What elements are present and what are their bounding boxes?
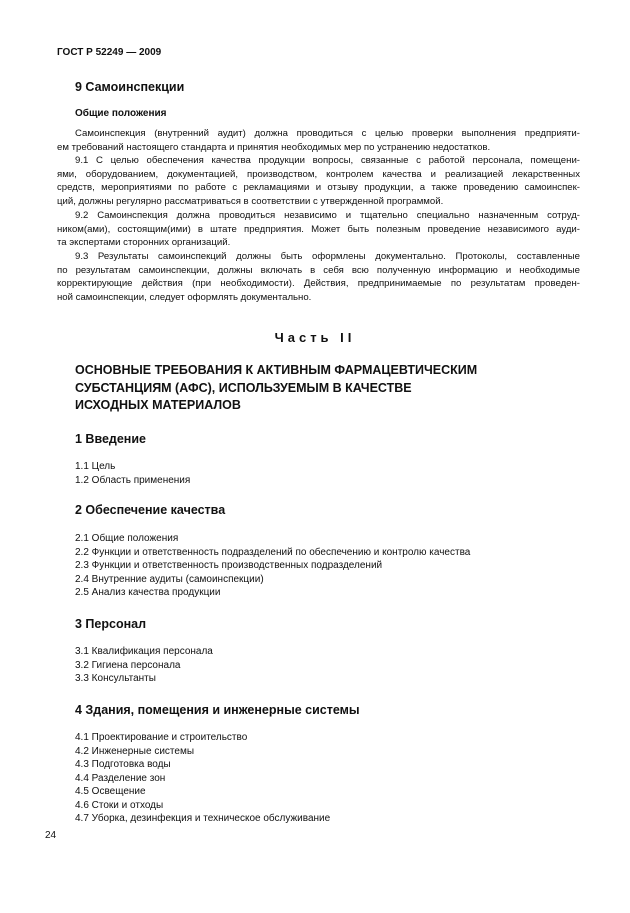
toc-item: 3.3 Консультанты — [75, 673, 156, 684]
section-9-subtitle: Общие положения — [75, 108, 167, 119]
toc-section-title: 4 Здания, помещения и инженерные системы — [75, 703, 360, 717]
part-label: Часть II — [274, 330, 356, 345]
paragraph-line: ником(ами), состоящим(ими) в штате предприятия. Может быть полезным проведение независимого ауди- — [57, 223, 580, 235]
paragraph-intro — [57, 127, 580, 154]
paragraph-line: по результатам самоинспекции, должны включать в себя всю полученную информацию и необходимые — [57, 264, 580, 276]
toc-item: 1.2 Область применения — [75, 474, 191, 486]
part-title-line: ИСХОДНЫХ МАТЕРИАЛОВ — [75, 398, 241, 412]
paragraph-line: 9.3 Результаты самоинспекций должны быть оформлены документально. Протоколы, составленные — [75, 251, 580, 262]
paragraph-line: 9.2 Самоинспекция должна проводиться независимо и тщательно специально назначенным сотруд- — [75, 210, 580, 221]
toc-item: 4.7 Уборка, дезинфекция и техническое обслуживание — [75, 813, 331, 824]
paragraph-line: та экспертами сторонних организаций. — [57, 237, 231, 249]
part-title-line: ОСНОВНЫЕ ТРЕБОВАНИЯ К АКТИВНЫМ ФАРМАЦЕВТИЧЕСКИМ — [75, 363, 478, 377]
toc-item-list — [75, 731, 330, 826]
toc-item: 2.5 Анализ качества продукции — [75, 587, 221, 598]
paragraph-line: средств, мероприятиями по работе с рекламациями и отзыву продукции, а также проведению самоинспек- — [57, 182, 580, 194]
toc-item: 4.1 Проектирование и строительство — [75, 732, 248, 743]
toc-item: 3.2 Гигиена персонала — [75, 659, 181, 671]
page-header: ГОСТ Р 52249 — 2009 — [57, 47, 162, 58]
paragraph-line: Самоинспекция (внутренний аудит) должна проводиться с целью проверки выполнения предприяти- — [75, 128, 580, 139]
paragraph-line: ями, оборудованием, документацией, производством, контролем качества и реализацией лекарственных — [57, 168, 580, 180]
toc-item: 2.4 Внутренние аудиты (самоинспекции) — [75, 573, 264, 585]
toc-item: 2.1 Общие положения — [75, 533, 179, 544]
toc-item: 3.1 Квалификация персонала — [75, 646, 213, 657]
toc-item-list — [75, 460, 190, 487]
part-title — [75, 362, 555, 415]
toc-item-list — [75, 532, 470, 600]
paragraph-9-2 — [57, 209, 580, 250]
paragraph-9-3 — [57, 250, 580, 305]
paragraph-line: ной самоинспекции, следует оформлять документально. — [57, 292, 312, 304]
part-title-line: СУБСТАНЦИЯМ (АФС), ИСПОЛЬЗУЕМЫМ В КАЧЕСТВЕ — [75, 380, 412, 395]
toc-section-title: 2 Обеспечение качества — [75, 503, 226, 517]
toc-item: 4.6 Стоки и отходы — [75, 799, 164, 811]
toc-item: 1.1 Цель — [75, 461, 116, 472]
toc-section-title: 1 Введение — [75, 432, 146, 446]
toc-section-title: 3 Персонал — [75, 617, 147, 631]
paragraph-line: 9.1 С целью обеспечения качества продукции вопросы, связанные с работой персонала, помещени- — [75, 155, 580, 166]
toc-item-list — [75, 645, 213, 686]
toc-item: 4.3 Подготовка воды — [75, 759, 171, 770]
paragraph-line: ем требований настоящего стандарта и принятия необходимых мер по устранению недостатков. — [57, 141, 491, 153]
paragraph-9-1 — [57, 154, 580, 209]
toc-item: 4.5 Освещение — [75, 786, 146, 797]
toc-item: 4.2 Инженерные системы — [75, 745, 195, 757]
toc-item: 2.3 Функции и ответственность производственных подразделений — [75, 560, 383, 571]
toc-item: 2.2 Функции и ответственность подразделений по обеспечению и контролю качества — [75, 546, 471, 558]
toc-item: 4.4 Разделение зон — [75, 772, 166, 784]
paragraph-line: корректирующие действия (при необходимости). Действия, предпринимаемые по результатам проведен- — [57, 278, 580, 290]
section-9-title: 9 Самоинспекции — [75, 80, 185, 94]
page-number: 24 — [45, 830, 57, 841]
paragraph-line: ций, должны регулярно рассматриваться в соответствии с утвержденной программой. — [57, 196, 444, 208]
